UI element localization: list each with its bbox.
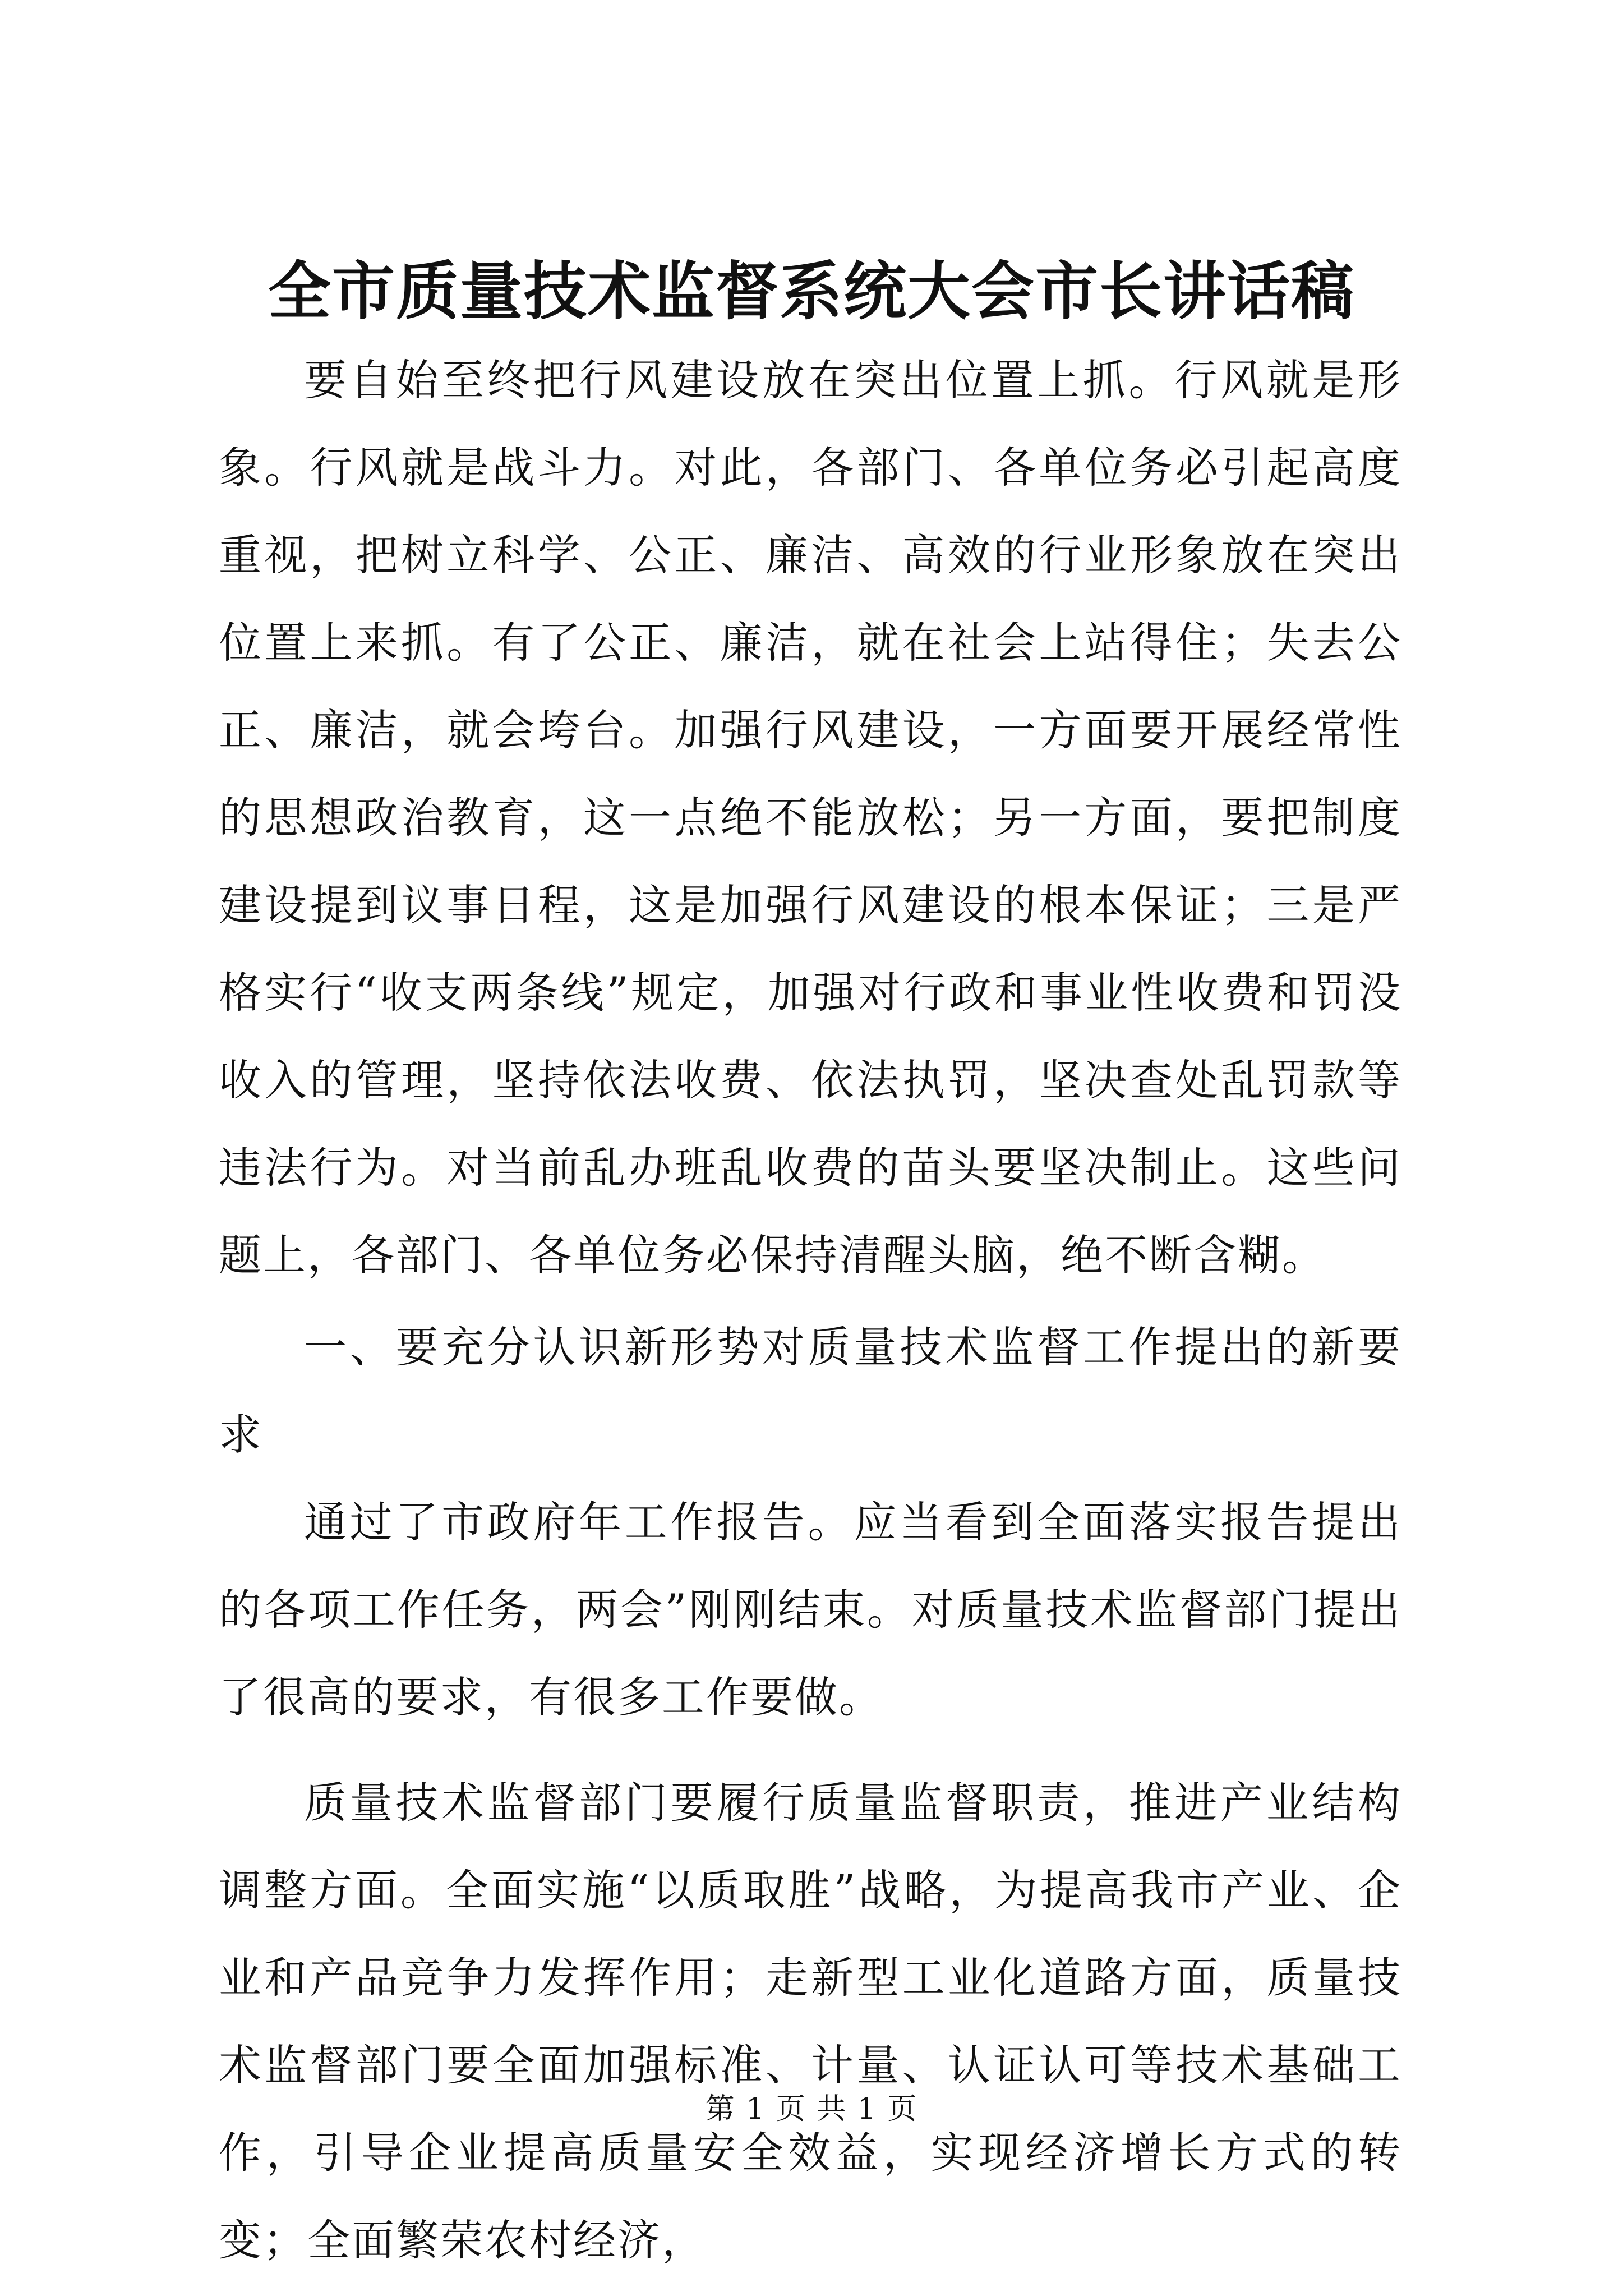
page-number: 第 1 页 共 1 页 [705,2092,918,2126]
document-body [219,337,1402,2284]
paragraph-1: 要自始至终把行风建设放在突出位置上抓。行风就是形象。行风就是战斗力。对此，各部门、各单位务必引起高度重视，把树立科学、公正、廉洁、高效的行业形象放在突出位置上来抓。有了公正、廉洁，就在社会上站得住；失去公正、廉洁，就会垮台。加强行风建设，一方面要开展经常性的思想政治教育，这一点绝不能放松；另一方面，要把制度建设提到议事日程，这是加强行风建设的根本保证；三是严格实行“收支两条线”规定，加强对行政和事业性收费和罚没收入的管理，坚持依法收费、依法执罚，坚决查处乱罚款等违法行为。对当前乱办班乱收费的苗头要坚决制止。这些问题上，各部门、各单位务必保持清醒头脑，绝不断含糊。 [219,355,1402,1280]
paragraph-3: 质量技术监督部门要履行质量监督职责，推进产业结构调整方面。全面实施“以质取胜”战略，为提高我市产业、企业和产品竞争力发挥作用；走新型工业化道路方面，质量技术监督部门要全面加强标准、计量、认证认可等技术基础工作，引导企业提高质量安全效益，实现经济增长方式的转变；全面繁荣农村经济， [219,1778,1402,2265]
paragraph-2: 通过了市政府年工作报告。应当看到全面落实报告提出的各项工作任务，两会”刚刚结束。对质量技术监督部门提出了很高的要求，有很多工作要做。 [219,1497,1402,1722]
document-title: 全市质量技术监督系统大会市长讲话稿 [268,255,1355,328]
section-heading-1: 一、要充分认识新形势对质量技术监督工作提出的新要求 [219,1322,1402,1460]
